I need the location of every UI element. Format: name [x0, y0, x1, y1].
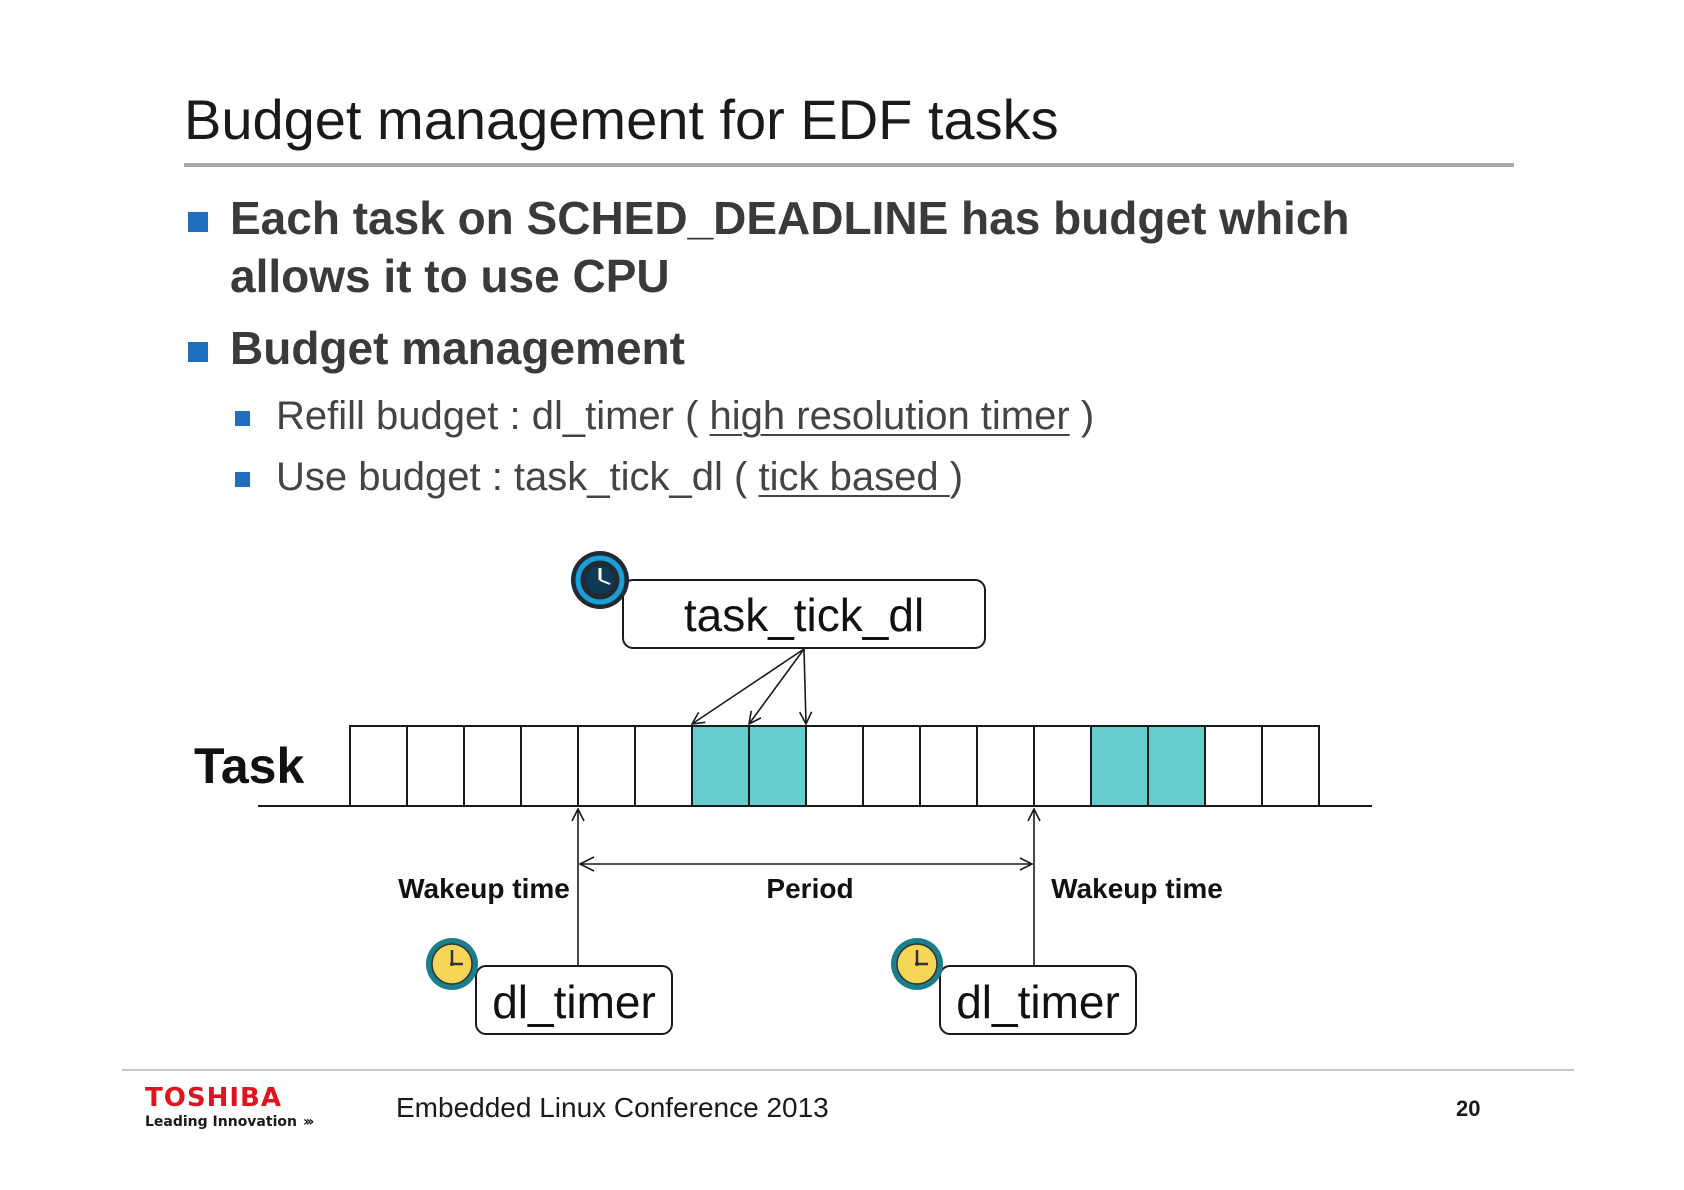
sub-bullet-1-prefix: Refill budget : dl_timer (	[276, 394, 710, 438]
timeline-slot	[1205, 726, 1262, 806]
sub-bullet-1-link: high resolution timer	[709, 394, 1070, 438]
tick-arrow	[692, 649, 804, 724]
timeline-slot-used	[749, 726, 806, 806]
clock-icon	[426, 938, 478, 990]
chevrons-icon: ›››	[302, 1114, 312, 1130]
timeline-slot	[863, 726, 920, 806]
conference-name: Embedded Linux Conference 2013	[396, 1092, 829, 1123]
timeline-slot	[1034, 726, 1091, 806]
timeline-slot	[578, 726, 635, 806]
wakeup-label-left: Wakeup time	[398, 873, 570, 904]
tick-arrow	[804, 649, 806, 724]
timeline-slot-used	[1091, 726, 1148, 806]
tick-arrow	[749, 649, 804, 724]
logo-tagline-text: Leading Innovation	[145, 1114, 297, 1130]
timeline-slot	[350, 726, 407, 806]
timeline-slot	[806, 726, 863, 806]
bullet-1-line-2: allows it to use CPU	[230, 250, 670, 302]
sub-bullet-2-prefix: Use budget : task_tick_dl (	[276, 455, 759, 499]
stopwatch-icon	[571, 551, 629, 609]
bullet-1-line-1: Each task on SCHED_DEADLINE has budget which	[230, 192, 1350, 244]
timeline-slot	[920, 726, 977, 806]
clock-icon	[891, 938, 943, 990]
timeline-slot	[521, 726, 578, 806]
wakeup-label-right: Wakeup time	[1051, 873, 1223, 904]
timeline-slot-used	[1148, 726, 1205, 806]
slide-title: Budget management for EDF tasks	[184, 88, 1059, 151]
dl-timer-label-right: dl_timer	[956, 976, 1120, 1028]
timeline-slot	[977, 726, 1034, 806]
bullet-2-text: Budget management	[230, 322, 685, 374]
dl-timer-label-left: dl_timer	[492, 976, 656, 1028]
task-timeline-slots	[350, 726, 1319, 806]
timeline-slot	[635, 726, 692, 806]
toshiba-logo: TOSHIBA	[145, 1083, 282, 1113]
sub-bullet-2-suffix: )	[949, 455, 964, 499]
logo-tagline	[145, 1114, 311, 1130]
task-label: Task	[194, 738, 305, 794]
footer-divider	[122, 1069, 1574, 1071]
sub-bullet-2-link: tick based	[758, 455, 950, 499]
period-label: Period	[766, 873, 854, 904]
page-number: 20	[1456, 1096, 1481, 1121]
timeline-slot-used	[692, 726, 749, 806]
task-tick-dl-label: task_tick_dl	[683, 589, 925, 641]
sub-bullet-1-suffix: )	[1069, 394, 1095, 438]
timeline-slot	[407, 726, 464, 806]
tick-arrows	[692, 649, 806, 724]
timeline-slot	[464, 726, 521, 806]
timeline-slot	[1262, 726, 1319, 806]
